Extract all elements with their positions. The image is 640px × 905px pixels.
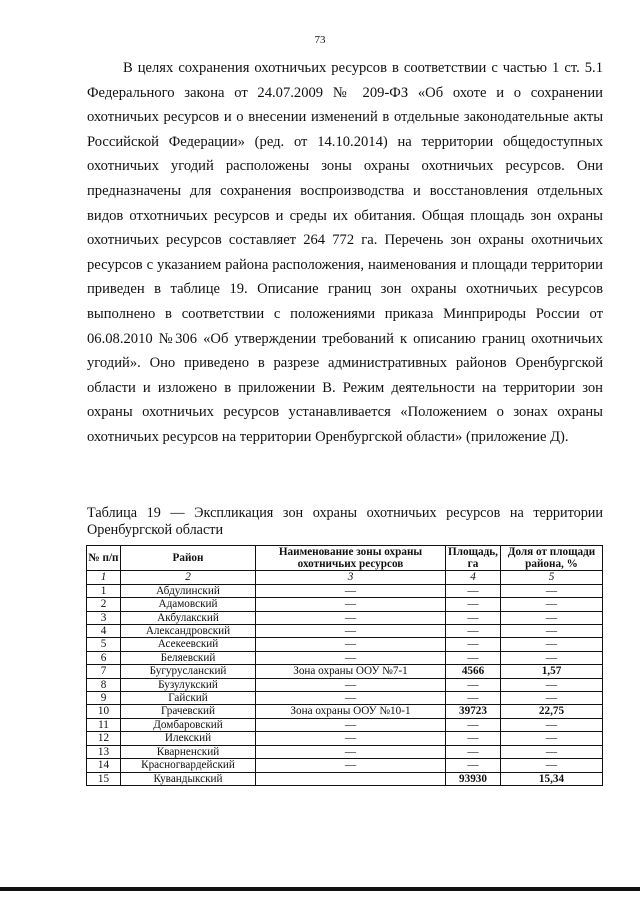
table-row [87,705,603,718]
row-number: 2 [87,598,121,611]
row-number: 10 [87,705,121,718]
row-area: 39723 [446,705,501,718]
row-district: Бугурусланский [121,665,256,678]
row-share: — [501,625,603,638]
row-zone-name: — [256,732,446,745]
table-row [87,625,603,638]
row-number: 1 [87,584,121,597]
row-number: 7 [87,665,121,678]
index-cell: 1 [87,571,121,584]
row-area: — [446,745,501,758]
row-district: Абдулинский [121,584,256,597]
row-area: — [446,625,501,638]
row-district: Адамовский [121,598,256,611]
table-row [87,745,603,758]
row-area: — [446,692,501,705]
row-share: 15,34 [501,772,603,785]
row-district: Кварненский [121,745,256,758]
row-area: — [446,678,501,691]
row-number: 14 [87,759,121,772]
row-zone-name: — [256,759,446,772]
row-number: 6 [87,651,121,664]
table-header-row [87,546,603,571]
table-caption: Таблица 19 — Экспликация зон охраны охотничьих ресурсов на территории Оренбургской области [87,505,603,538]
table-row [87,678,603,691]
row-area: — [446,638,501,651]
row-share: — [501,718,603,731]
row-district: Акбулакский [121,611,256,624]
row-share: — [501,651,603,664]
row-zone-name: — [256,598,446,611]
row-share: 22,75 [501,705,603,718]
row-number: 15 [87,772,121,785]
row-district: Грачевский [121,705,256,718]
row-district: Красногвардейский [121,759,256,772]
row-zone-name: — [256,651,446,664]
row-zone-name: Зона охраны ООУ №10-1 [256,705,446,718]
table-row [87,772,603,785]
row-zone-name: — [256,611,446,624]
row-share: — [501,759,603,772]
row-district: Асекеевский [121,638,256,651]
row-number: 12 [87,732,121,745]
row-zone-name: — [256,745,446,758]
row-zone-name: Зона охраны ООУ №7-1 [256,665,446,678]
table-row [87,759,603,772]
row-share: 1,57 [501,665,603,678]
row-district: Илекский [121,732,256,745]
table-row [87,598,603,611]
row-area: — [446,718,501,731]
row-district: Кувандыкский [121,772,256,785]
row-zone-name: — [256,718,446,731]
scan-bottom-rule [0,887,640,891]
row-zone-name: — [256,678,446,691]
body-paragraph: В целях сохранения охотничьих ресурсов в соответствии с частью 1 ст. 5.1 Федерального закона от 24.07.2009 № 209-ФЗ «Об охоте и о сохранении охотничьих ресурсов и о внесении изменений в отдельные законодательные акты Российской Федерации» (ред. от 14.10.2014) на территории общедоступных охотничьих угодий расположены зоны охраны охотничьих ресурсов. Они предназначены для сохранения воспроизводства и восстановления отдельных видов отхотничьих ресурсов и среды их обитания. Общая площадь зон охраны охотничьих ресурсов составляет 264 772 га. Перечень зон охраны охотничьих ресурсов с указанием района расположения, наименования и площади территории приведен в таблице 19. Описание границ зон охраны охотничьих ресурсов выполнено в соответствии с положениями приказа Минприроды России от 06.08.2010 №306 «Об утверждении требований к описанию границ охотничьих угодий». Оно приведено в разрезе административных районов Оренбургской области и изложено в приложении В. Режим деятельности на территории зон охраны охотничьих ресурсов устанавливается «Положением о зонах охраны охотничьих ресурсов на территории Оренбургской области» (приложение Д). [87,60,603,445]
page-number: 73 [314,34,326,46]
row-zone-name: — [256,625,446,638]
row-zone-name: — [256,638,446,651]
row-area: — [446,732,501,745]
index-cell: 4 [446,571,501,584]
table-row [87,611,603,624]
header-share: Доля от площади района, % [501,546,603,571]
row-district: Домбаровский [121,718,256,731]
row-number: 8 [87,678,121,691]
index-cell: 3 [256,571,446,584]
row-share: — [501,692,603,705]
row-zone-name: — [256,692,446,705]
row-area: — [446,611,501,624]
row-district: Александровский [121,625,256,638]
table-row [87,692,603,705]
header-number: № п/п [87,546,121,571]
row-share: — [501,584,603,597]
row-share: — [501,732,603,745]
row-district: Бузулукский [121,678,256,691]
row-number: 4 [87,625,121,638]
header-area: Площадь, га [446,546,501,571]
row-number: 11 [87,718,121,731]
index-cell: 2 [121,571,256,584]
row-district: Беляевский [121,651,256,664]
table-row [87,638,603,651]
table-row [87,718,603,731]
row-number: 5 [87,638,121,651]
row-zone-name [256,772,446,785]
table-row [87,584,603,597]
row-share: — [501,638,603,651]
row-share: — [501,611,603,624]
row-number: 9 [87,692,121,705]
row-share: — [501,745,603,758]
row-district: Гайский [121,692,256,705]
header-district: Район [121,546,256,571]
expl-table [86,545,603,786]
table-row [87,665,603,678]
row-area: — [446,598,501,611]
index-cell: 5 [501,571,603,584]
table-index-row [87,571,603,584]
table-row [87,651,603,664]
table-row [87,732,603,745]
row-area: — [446,759,501,772]
row-area: — [446,651,501,664]
row-share: — [501,598,603,611]
row-area: 93930 [446,772,501,785]
row-number: 3 [87,611,121,624]
row-area: 4566 [446,665,501,678]
row-zone-name: — [256,584,446,597]
header-zone-name: Наименование зоны охраны охотничьих ресурсов [256,546,446,571]
row-number: 13 [87,745,121,758]
row-share: — [501,678,603,691]
row-area: — [446,584,501,597]
